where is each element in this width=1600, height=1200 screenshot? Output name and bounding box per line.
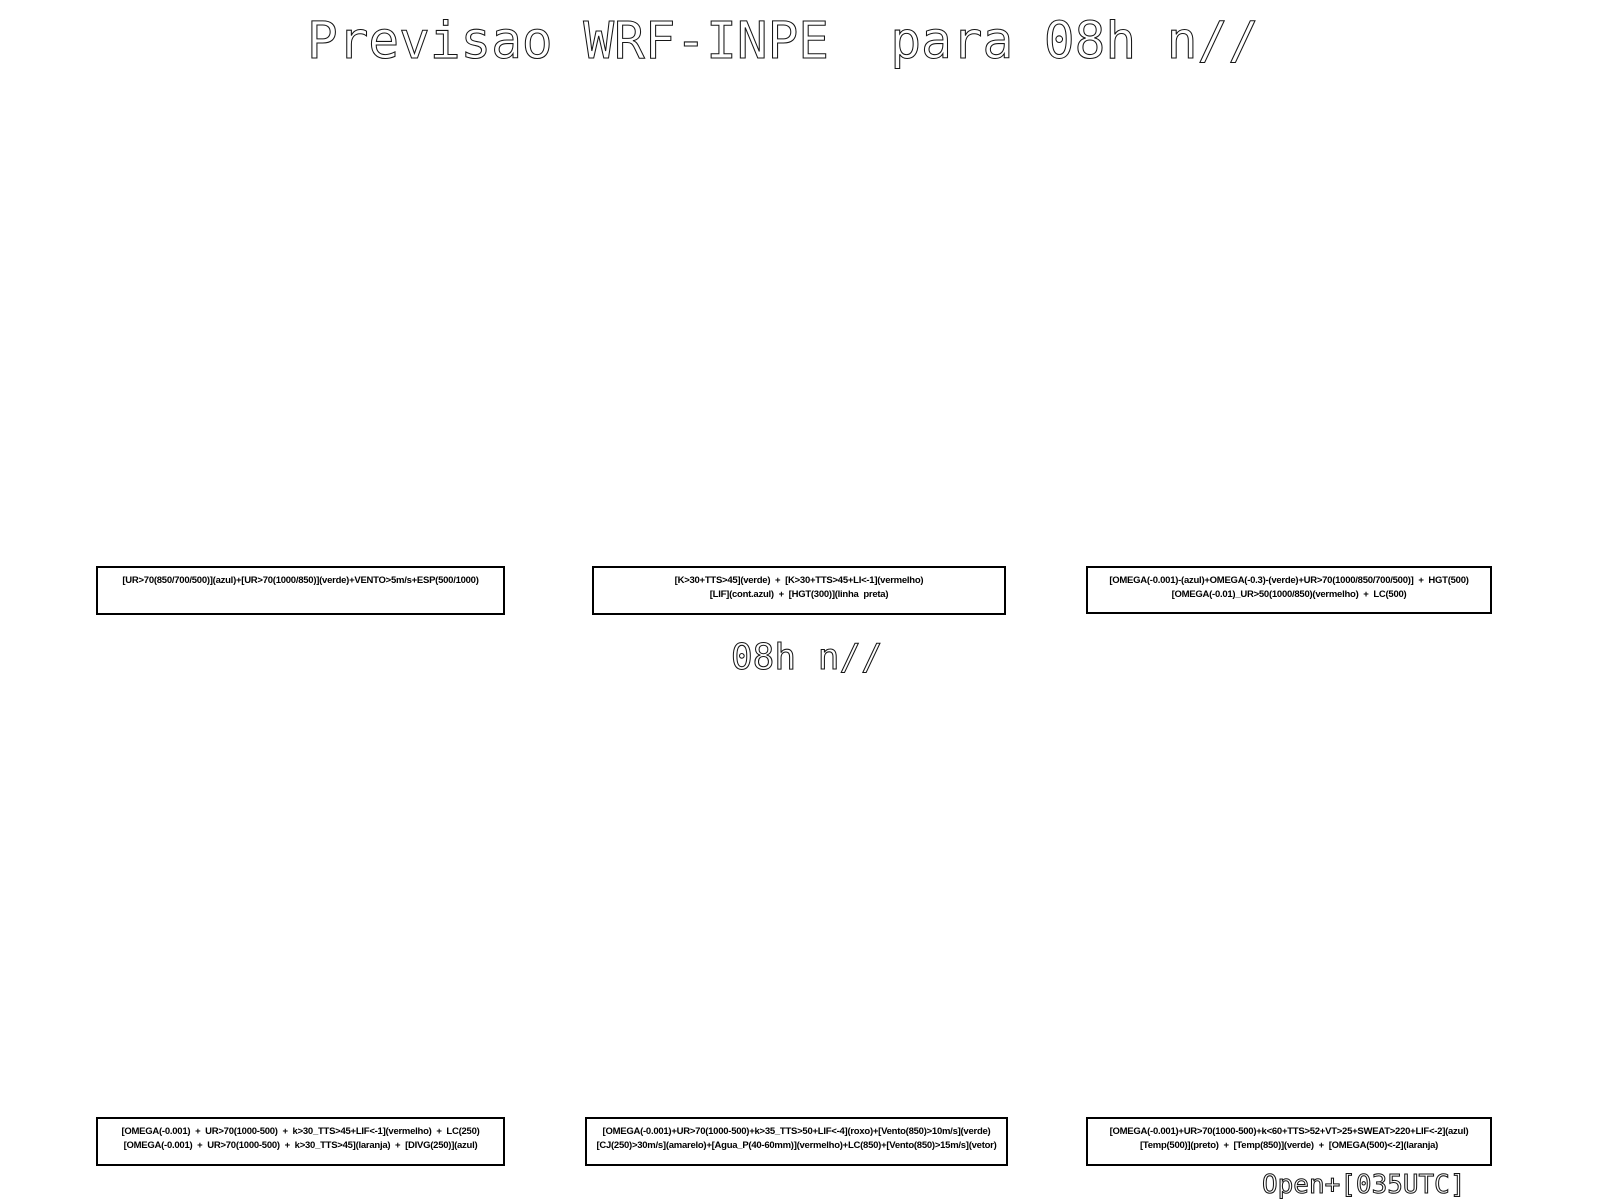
caption-box-bottom-right xyxy=(1086,1117,1492,1166)
open-link[interactable]: Open+[035UTC] xyxy=(1262,1170,1466,1200)
caption-line: [CJ(250)>30m/s](amarelo)+[Agua_P(40-60mm)](vermelho)+LC(850)+[Vento(850)>15m/s](vetor) xyxy=(596,1140,997,1151)
caption-line: [LIF](cont.azul) + [HGT(300)](linha preta) xyxy=(709,589,889,600)
caption-box-top-right xyxy=(1086,566,1492,614)
caption-box-bottom-center xyxy=(585,1117,1008,1166)
caption-line: [K>30+TTS>45](verde) + [K>30+TTS>45+LI<-1](vermelho) xyxy=(674,575,924,586)
caption-line: [OMEGA(-0.001) + UR>70(1000-500) + k>30_TTS>45+LIF<-1](vermelho) + LC(250) xyxy=(121,1126,480,1137)
frame-time-label: 08h n// xyxy=(731,637,883,678)
caption-line: [OMEGA(-0.001)-(azul)+OMEGA(-0.3)-(verde)+UR>70(1000/850/700/500)] + HGT(500) xyxy=(1109,575,1469,586)
page-title: Previsao WRF-INPE para 08h n// xyxy=(307,12,1259,71)
caption-box-top-left xyxy=(96,566,505,615)
caption-line: [UR>70(850/700/500)](azul)+[UR>70(1000/850)](verde)+VENTO>5m/s+ESP(500/1000) xyxy=(122,575,479,586)
caption-line: [Temp(500)](preto) + [Temp(850)](verde) + [OMEGA(500)<-2](laranja) xyxy=(1139,1140,1439,1151)
caption-line: [OMEGA(-0.01)_UR>50(1000/850)(vermelho) + LC(500) xyxy=(1171,589,1407,600)
caption-box-bottom-left xyxy=(96,1117,505,1166)
caption-line: [OMEGA(-0.001)+UR>70(1000-500)+k<60+TTS>52+VT>25+SWEAT>220+LIF<-2](azul) xyxy=(1109,1126,1469,1137)
caption-line: [OMEGA(-0.001)+UR>70(1000-500)+k>35_TTS>50+LIF<-4](roxo)+[Vento(850)>10m/s](verde) xyxy=(602,1126,991,1137)
caption-box-top-center xyxy=(592,566,1006,615)
caption-line: [OMEGA(-0.001) + UR>70(1000-500) + k>30_TTS>45](laranja) + [DIVG(250)](azul) xyxy=(123,1140,478,1151)
